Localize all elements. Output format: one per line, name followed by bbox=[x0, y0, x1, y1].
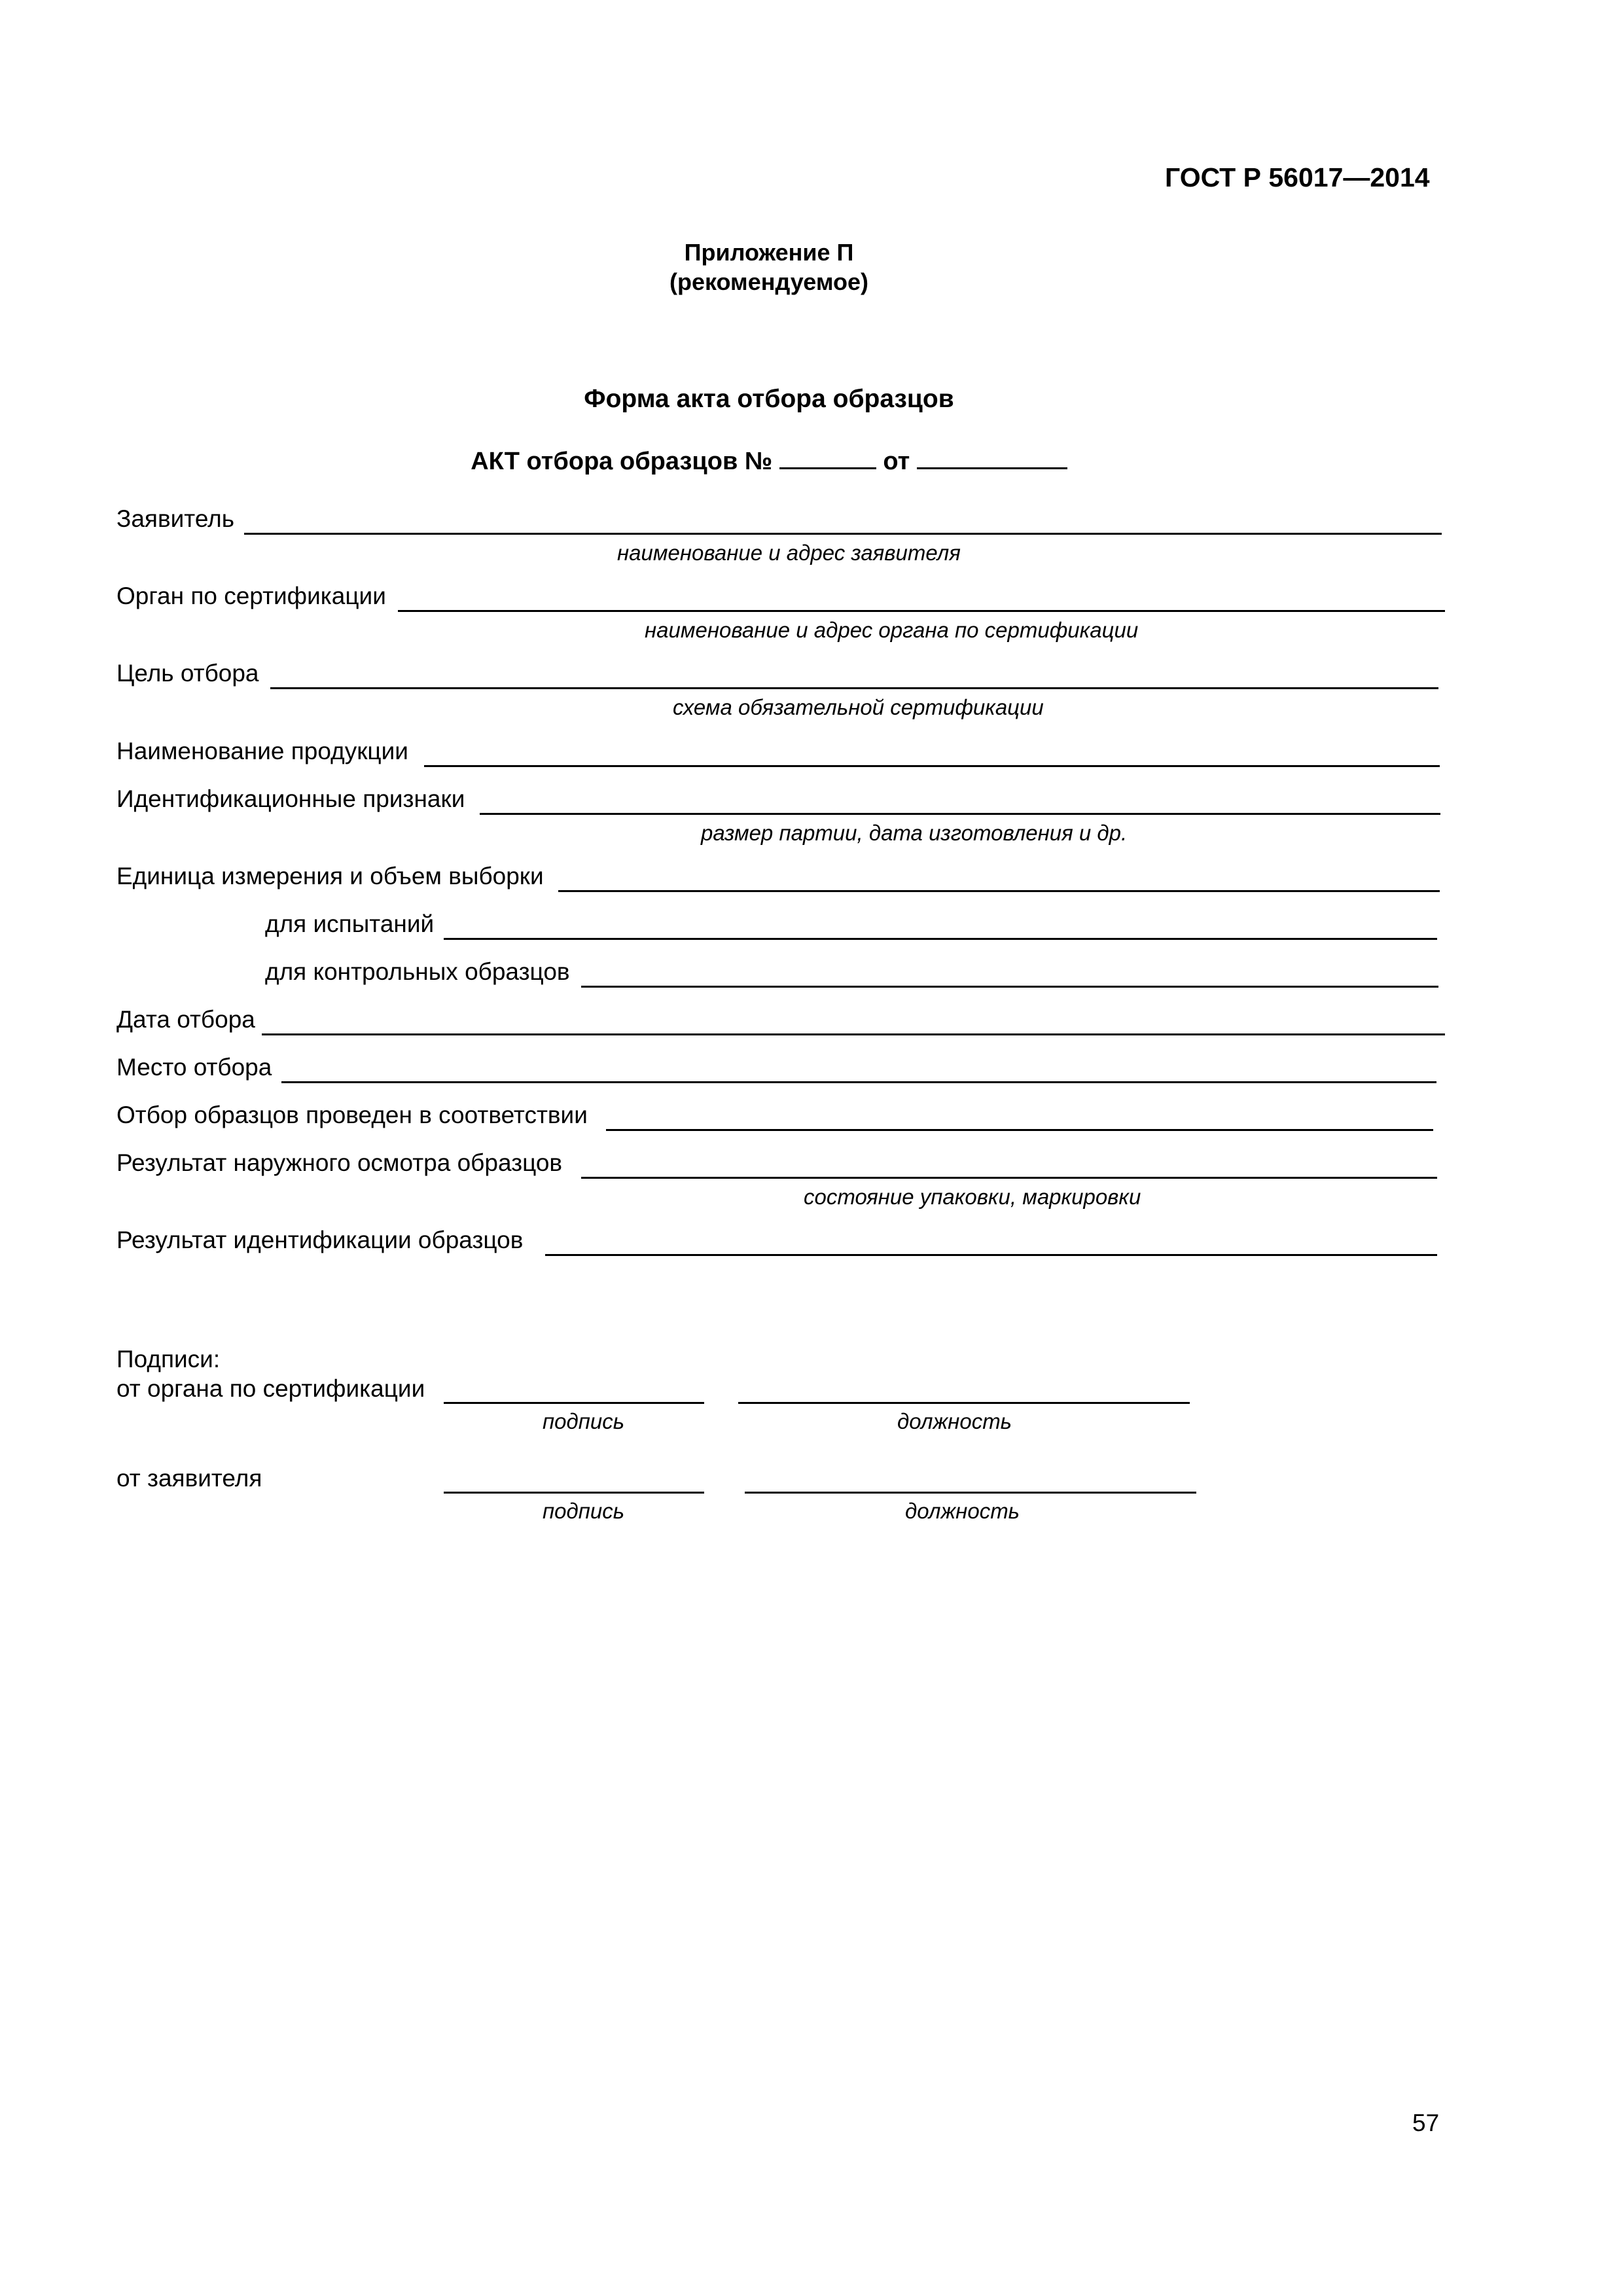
field-label: Дата отбора bbox=[116, 1006, 255, 1033]
identification-result-input-line[interactable] bbox=[545, 1254, 1437, 1256]
certification-body-input-line[interactable] bbox=[398, 610, 1445, 612]
field-label: Наименование продукции bbox=[116, 738, 408, 764]
field-hint: состояние упаковки, маркировки bbox=[804, 1185, 1141, 1209]
certification-body-position-line[interactable] bbox=[738, 1402, 1190, 1404]
visual-inspection-input-line[interactable] bbox=[581, 1177, 1437, 1179]
field-product-name bbox=[116, 736, 1623, 769]
signature-label-certification-body: от органа по сертификации bbox=[116, 1375, 425, 1402]
appendix-subtitle: (рекомендуемое) bbox=[669, 268, 868, 295]
field-label: Отбор образцов проведен в соответствии bbox=[116, 1102, 588, 1128]
field-label: Единица измерения и объем выборки bbox=[116, 863, 544, 889]
page-number: 57 bbox=[1412, 2109, 1440, 2136]
field-sampling-date bbox=[116, 1005, 1623, 1037]
applicant-signature-line[interactable] bbox=[444, 1492, 704, 1494]
field-identification-features bbox=[116, 784, 1623, 845]
field-hint: размер партии, дата изготовления и др. bbox=[701, 821, 1128, 845]
field-hint: наименование и адрес заявителя bbox=[617, 541, 961, 565]
applicant-input-line[interactable] bbox=[244, 533, 1442, 535]
field-sampling-purpose bbox=[116, 658, 1623, 719]
field-visual-inspection bbox=[116, 1148, 1623, 1209]
for-testing-input-line[interactable] bbox=[444, 938, 1437, 940]
sample-unit-volume-input-line[interactable] bbox=[558, 890, 1440, 892]
field-for-testing bbox=[116, 909, 1623, 942]
act-number-field[interactable] bbox=[779, 445, 876, 469]
appendix-title: Приложение П bbox=[684, 239, 854, 266]
field-label: Место отбора bbox=[116, 1054, 272, 1081]
act-date-field[interactable] bbox=[917, 445, 1067, 469]
identification-features-input-line[interactable] bbox=[480, 813, 1440, 815]
field-label: Цель отбора bbox=[116, 660, 259, 687]
field-label: для испытаний bbox=[265, 910, 435, 937]
sampling-place-input-line[interactable] bbox=[281, 1081, 1436, 1083]
sampling-standard-input-line[interactable] bbox=[606, 1129, 1433, 1131]
field-label: Идентификационные признаки bbox=[116, 785, 465, 812]
signatures-title: Подписи: bbox=[116, 1346, 221, 1372]
act-label: АКТ отбора образцов № bbox=[471, 448, 773, 475]
document-code: ГОСТ Р 56017—2014 bbox=[1165, 162, 1430, 192]
control-samples-input-line[interactable] bbox=[581, 986, 1438, 988]
applicant-position-line[interactable] bbox=[745, 1492, 1196, 1494]
field-applicant bbox=[116, 504, 1623, 565]
field-identification-result bbox=[116, 1225, 1623, 1258]
signature-hint: подпись bbox=[543, 1499, 625, 1523]
product-name-input-line[interactable] bbox=[424, 765, 1440, 767]
field-label: Заявитель bbox=[116, 505, 235, 532]
field-label: Орган по сертификации bbox=[116, 583, 386, 609]
position-hint: должность bbox=[905, 1499, 1020, 1523]
field-sample-unit-volume bbox=[116, 861, 1623, 894]
field-label: для контрольных образцов bbox=[265, 958, 570, 985]
signature-label-applicant: от заявителя bbox=[116, 1465, 262, 1492]
field-control-samples bbox=[116, 957, 1623, 990]
form-title: Форма акта отбора образцов bbox=[584, 385, 954, 413]
field-label: Результат идентификации образцов bbox=[116, 1227, 524, 1253]
field-certification-body bbox=[116, 581, 1623, 642]
field-hint: наименование и адрес органа по сертификации bbox=[645, 618, 1139, 642]
field-label: Результат наружного осмотра образцов bbox=[116, 1149, 563, 1176]
sampling-date-input-line[interactable] bbox=[262, 1033, 1445, 1035]
position-hint: должность bbox=[897, 1409, 1012, 1433]
field-sampling-standard bbox=[116, 1100, 1623, 1133]
act-heading bbox=[0, 445, 1538, 476]
signature-hint: подпись bbox=[543, 1409, 625, 1433]
field-sampling-place bbox=[116, 1052, 1623, 1085]
act-from-label: от bbox=[883, 448, 910, 475]
field-hint: схема обязательной сертификации bbox=[673, 695, 1044, 719]
sampling-purpose-input-line[interactable] bbox=[270, 687, 1438, 689]
certification-body-signature-line[interactable] bbox=[444, 1402, 704, 1404]
